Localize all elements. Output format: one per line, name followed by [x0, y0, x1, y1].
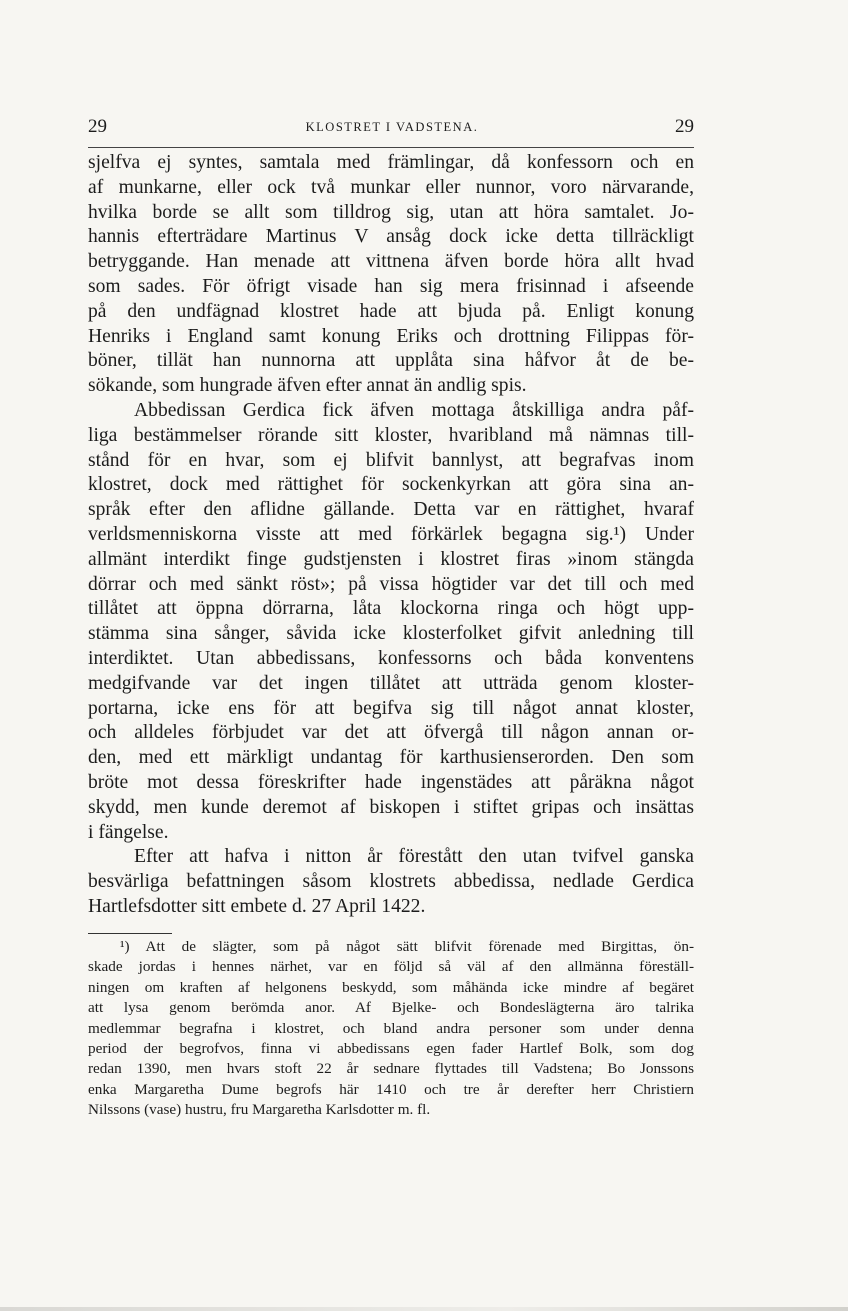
footnote-line: att lysa genom berömda anor. Af Bjelke- och Bondeslägterna äro talrika	[88, 999, 694, 1017]
text-line: hvilka borde se allt som tilldrog sig, utan att höra samtalet. Jo-	[88, 201, 694, 223]
text-line: Abbedissan Gerdica fick äfven mottaga åtskilliga andra påf-	[134, 399, 694, 421]
footnote-line: period der begrofvos, finna vi abbedissans egen fader Hartlef Bolk, som dog	[88, 1039, 694, 1057]
text-line: på den undfägnad klostret hade att bjuda på. Enligt konung	[88, 300, 694, 322]
footnote-line: redan 1390, men hvars stoft 22 år sednare flyttades till Vadstena; Bo Jonssons	[88, 1060, 694, 1078]
page-edge	[0, 1307, 848, 1311]
text-line: klostret, dock med rättighet för sockenkyrkan att göra sina an-	[88, 474, 694, 496]
text-line: Henriks i England samt konung Eriks och drottning Filippas för-	[88, 325, 694, 347]
text-line: dörrar och med sänkt röst»; på vissa högtider var det till och med	[88, 573, 694, 595]
footnote-line: enka Margaretha Dume begrofs här 1410 och tre år derefter herr Christiern	[88, 1080, 694, 1098]
running-title: KLOSTRET I VADSTENA.	[305, 120, 479, 134]
footnote-line: Nilssons (vase) hustru, fru Margaretha Karlsdotter m. fl.	[88, 1101, 431, 1119]
text-line: medgifvande var det ingen tillåtet att utträda genom kloster-	[88, 672, 694, 694]
text-line: allmänt interdikt finge gudstjensten i klostret firas »inom stängda	[88, 548, 694, 570]
text-line: sjelfva ej syntes, samtala med främlingar, då konfessorn och en	[88, 152, 694, 173]
footnote-rule	[88, 933, 172, 934]
footnote	[88, 937, 694, 1121]
text-line: böner, tillät han nunnorna att upplåta sina håfvor åt de be-	[88, 350, 694, 372]
text-line: bröte mot dessa föreskrifter hade ingenstädes att påräkna något	[88, 771, 694, 793]
text-line: besvärliga befattningen såsom klostrets abbedissa, nedlade Gerdica	[88, 871, 694, 893]
text-line: språk efter den aflidne gällande. Detta var en rättighet, hvaraf	[88, 499, 694, 521]
footnote-line: ¹) Att de slägter, som på något sätt blifvit förenade med Birgittas, ön-	[120, 938, 694, 955]
body-text	[88, 151, 694, 920]
page-number-left: 29	[88, 116, 107, 137]
text-line: af munkarne, eller ock två munkar eller nunnor, voro närvarande,	[88, 176, 694, 198]
text-line: liga bestämmelser rörande sitt kloster, hvaribland må nämnas till-	[88, 424, 694, 446]
text-line: betryggande. Han menade att vittnena äfven borde höra allt hvad	[88, 251, 694, 273]
footnote-line: skade jordas i hennes närhet, var en följd så väl af den allmänna föreställ-	[88, 958, 694, 976]
text-line: Hartlefsdotter sitt embete d. 27 April 1422.	[88, 895, 426, 917]
text-line: portarna, icke ens för att begifva sig till något annat kloster,	[88, 697, 694, 719]
text-line: Efter att hafva i nitton år förestått den utan tvifvel ganska	[134, 846, 694, 868]
text-line: stånd för en hvar, som ej blifvit bannlyst, att begrafvas inom	[88, 449, 694, 471]
text-line: som sades. För öfrigt visade han sig mera frisinnad i afseende	[88, 275, 694, 297]
text-line: hannis efterträdare Martinus V ansåg dock icke detta tillräckligt	[88, 226, 694, 248]
text-line: skydd, men kunde deremot af biskopen i stiftet gripas och insättas	[88, 796, 694, 818]
page-number-right: 29	[675, 116, 694, 137]
footnote-line: ningen om kraften af helgonens beskydd, som måhända icke mindre af begäret	[88, 978, 694, 996]
text-line: interdiktet. Utan abbedissans, konfessorns och båda konventens	[88, 647, 694, 669]
page-header	[88, 116, 696, 144]
text-line: sökande, som hungrade äfven efter annat än andlig spis.	[88, 375, 527, 397]
text-line: och alldeles förbjudet var det att öfvergå till någon annan or-	[88, 722, 694, 744]
text-line: verldsmenniskorna visste att med förkärlek begagna sig.¹) Under	[88, 523, 694, 545]
text-line: i fängelse.	[88, 821, 169, 843]
text-line: tillåtet att öppna dörrarna, låta klockorna ringa och högt upp-	[88, 598, 694, 620]
footnote-line: medlemmar begrafna i klostret, och bland andra personer som under denna	[88, 1019, 694, 1037]
text-line: den, med ett märkligt undantag för karthusienserorden. Den som	[88, 747, 694, 769]
text-line: stämma sina sånger, såvida icke klosterfolket gifvit anledning till	[88, 623, 694, 645]
header-rule	[88, 147, 694, 148]
